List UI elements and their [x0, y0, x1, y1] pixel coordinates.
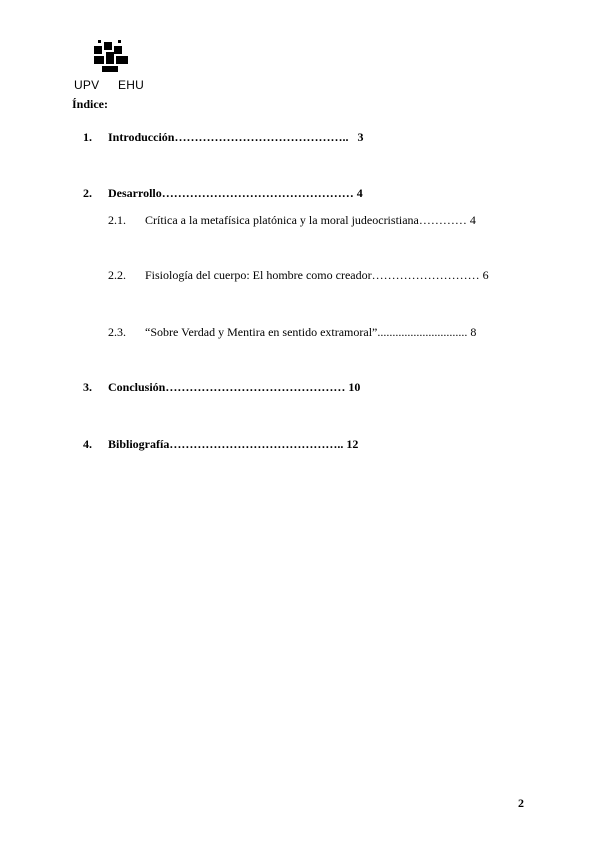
- toc-entry-leader: …………: [418, 213, 467, 227]
- page-number: 2: [518, 796, 524, 810]
- toc-entry-number: 1.: [83, 130, 92, 144]
- toc-entry-number: 2.2.: [108, 268, 126, 282]
- logo-text-upv: UPV: [74, 78, 100, 92]
- toc-entry-label: “Sobre Verdad y Mentira en sentido extramoral”: [145, 325, 378, 339]
- toc-entry-number: 3.: [83, 380, 92, 394]
- toc-entry-label: Introducción: [108, 130, 175, 144]
- toc-entry-page: 6: [482, 268, 489, 282]
- toc-entry-leader: ……………………………………..: [174, 130, 349, 144]
- toc-entry-page: 4: [469, 213, 476, 227]
- toc-entry-number: 2.1.: [108, 213, 126, 227]
- toc-entry-number: 2.: [83, 186, 92, 200]
- toc-entry-label: Conclusión: [108, 380, 166, 394]
- university-logo: [72, 40, 144, 94]
- toc-entry-label: Crítica a la metafísica platónica y la moral judeocristiana: [145, 213, 419, 227]
- toc-entry-label: Fisiología del cuerpo: El hombre como creador: [145, 268, 372, 282]
- toc-entry-leader: ..............................: [377, 325, 468, 339]
- toc-entry-number: 4.: [83, 437, 92, 451]
- toc-entry-leader: ………………………………………: [165, 380, 346, 394]
- upv-ehu-emblem-icon: [92, 40, 132, 74]
- toc-title: Índice:: [72, 97, 108, 111]
- toc-entry-label: Desarrollo: [108, 186, 162, 200]
- toc-entry-page: 3: [357, 130, 364, 144]
- toc-entry-leader: …………………………………………: [161, 186, 354, 200]
- toc-entry-leader: ………………………: [371, 268, 480, 282]
- toc-entry-page: 8: [470, 325, 477, 339]
- toc-entry-page: 4: [356, 186, 363, 200]
- toc-entry-number: 2.3.: [108, 325, 126, 339]
- toc-entry-label: Bibliografía: [108, 437, 170, 451]
- toc-entry-leader: ……………………………………..: [169, 437, 344, 451]
- logo-text-ehu: EHU: [118, 78, 144, 92]
- toc-entry-page: 12: [346, 437, 359, 451]
- toc-entry-page: 10: [348, 380, 361, 394]
